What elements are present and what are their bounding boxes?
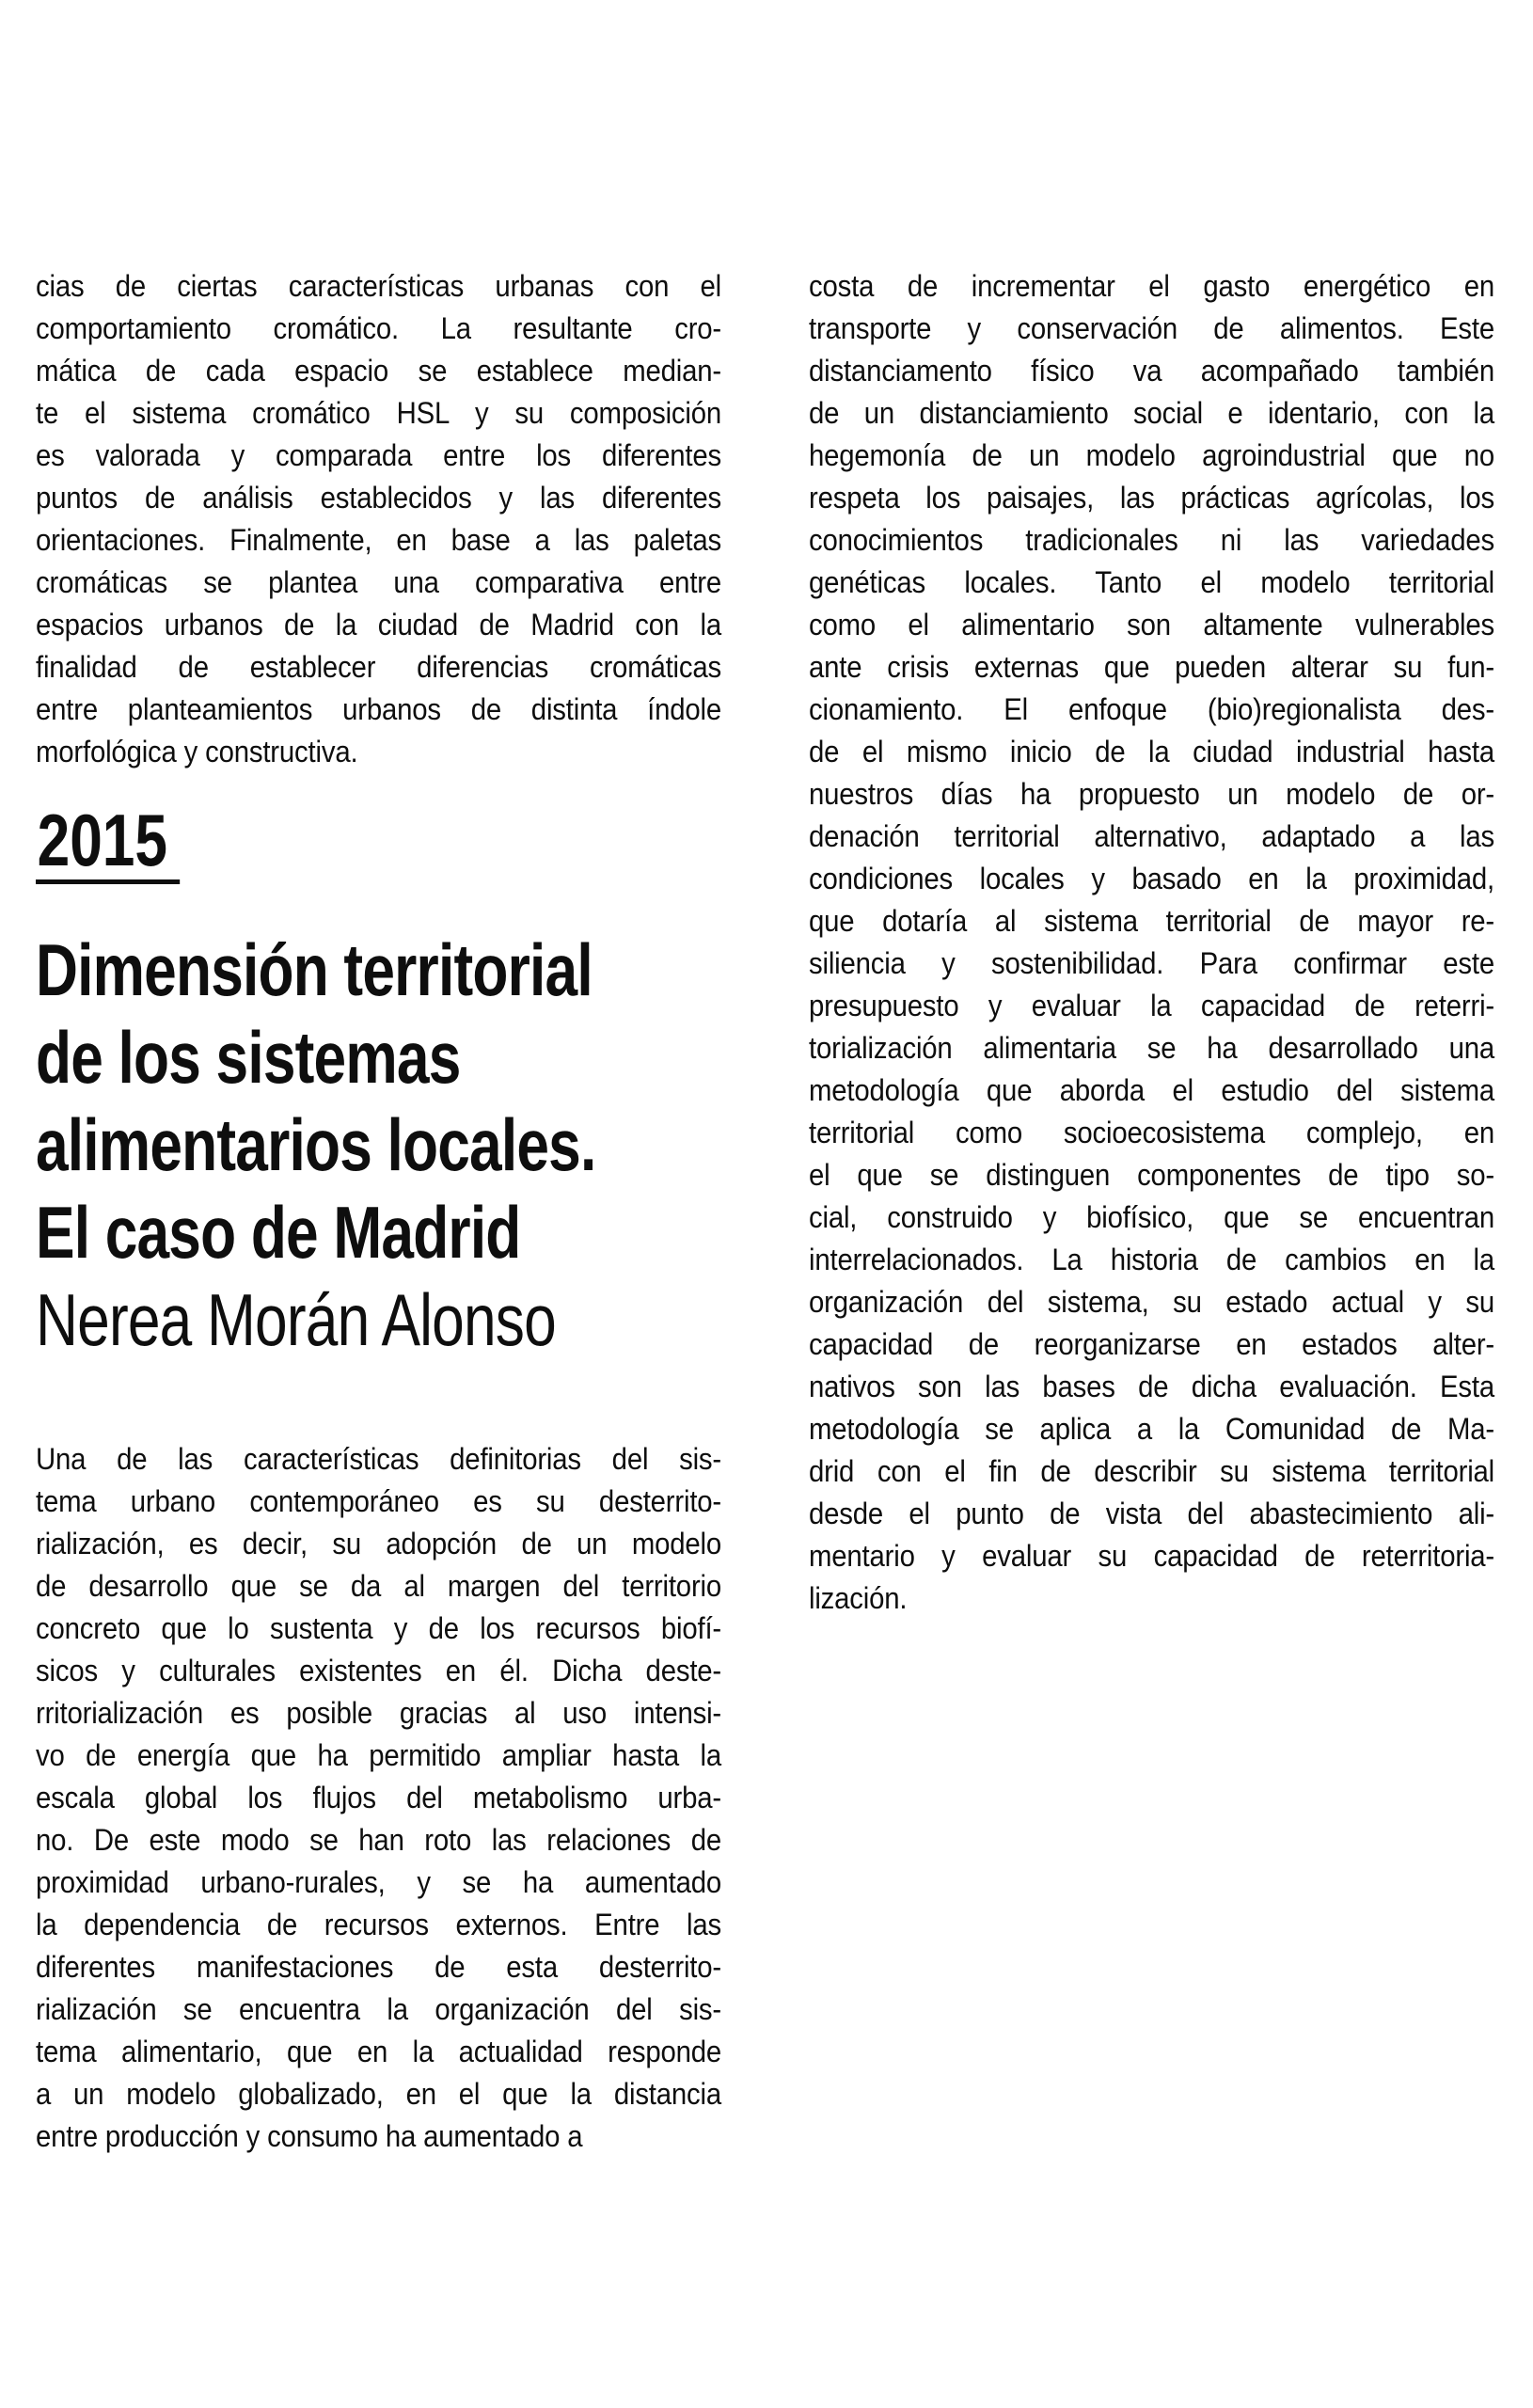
abstract-paragraph: Una de las características definitorias del sis- tema urbano contemporáneo es su desterrito- rialización, es decir, su adopción de un modelo de desarrollo que se da al margen del territorio concreto que lo sustenta y de los recursos biofí- sicos y culturales existentes en él. Dicha deste- rritorialización es posible gracias al uso intensi- vo de energía que ha permitido ampliar hasta la escala global los flujos del metabolismo urba- no. De este modo se han roto las relaciones de proximidad urbano-rurales, y se ha aumentado la dependencia de recursos externos. Entre las diferentes manifestaciones de esta desterrito- rialización se encuentra la organización del sis- tema alimentario, que en la actualidad responde a un modelo globalizado, en el que la distancia entre producción y consumo ha aumentado a (36, 1442, 722, 2153)
year-heading: 2015 (36, 803, 180, 884)
abstract-continuation-paragraph: cias de ciertas características urbanas con el comportamiento cromático. La resultante cro- mática de cada espacio se establece median- te el sistema cromático HSL y su composición es valorada y comparada entre los diferentes puntos de análisis establecidos y las diferentes orientaciones. Finalmente, en base a las paletas cromáticas se plantea una comparativa entre espacios urbanos de la ciudad de Madrid con la finalidad de establecer diferencias cromáticas entre planteamientos urbanos de distinta índole morfológica y constructiva. (36, 269, 722, 768)
article-title: Dimensión territorial de los sistemas alimentarios locales. El caso de Madrid (36, 928, 596, 1274)
right-column (809, 265, 1494, 1620)
entry-heading-block (36, 799, 632, 1364)
article-author: Nerea Morán Alonso (36, 1278, 556, 1361)
left-column (36, 265, 721, 2158)
year-heading-row (36, 799, 632, 884)
abstract-paragraph-right: costa de incrementar el gasto energético en transporte y conservación de alimentos. Este distanciamento físico va acompañado también de un distanciamiento social e identario, con la hegemonía de un modelo agroindustrial que no respeta los paisajes, las prácticas agrícolas, los conocimientos tradicionales ni las variedades genéticas locales. Tanto el modelo territorial como el alimentario son altamente vulnerables ante crisis externas que pueden alterar su fun- cionamiento. El enfoque (bio)regionalista des- de el mismo inicio de la ciudad industrial hasta nuestros días ha propuesto un modelo de or- denación territorial alternativo, adaptado a las condiciones locales y basado en la proximidad, que dotaría al sistema territorial de mayor re- siliencia y sostenibilidad. Para confirmar este presupuesto y evaluar la capacidad de reterri- torialización alimentaria se ha desarrollado una metodología que aborda el estudio del sistema territorial como socioecosistema complejo, en el que se distinguen componentes de tipo so- cial, construido y biofísico, que se encuentran interrelacionados. La historia de cambios en la organización del sistema, su estado actual y su capacidad de reorganizarse en estados alter- nativos son las bases de dicha evaluación. Esta metodología se aplica a la Comunidad de Ma- drid con el fin de describir su sistema territorial desde el punto de vista del abastecimiento ali- mentario y evaluar su capacidad de reterritoria- lización. (809, 269, 1495, 1615)
